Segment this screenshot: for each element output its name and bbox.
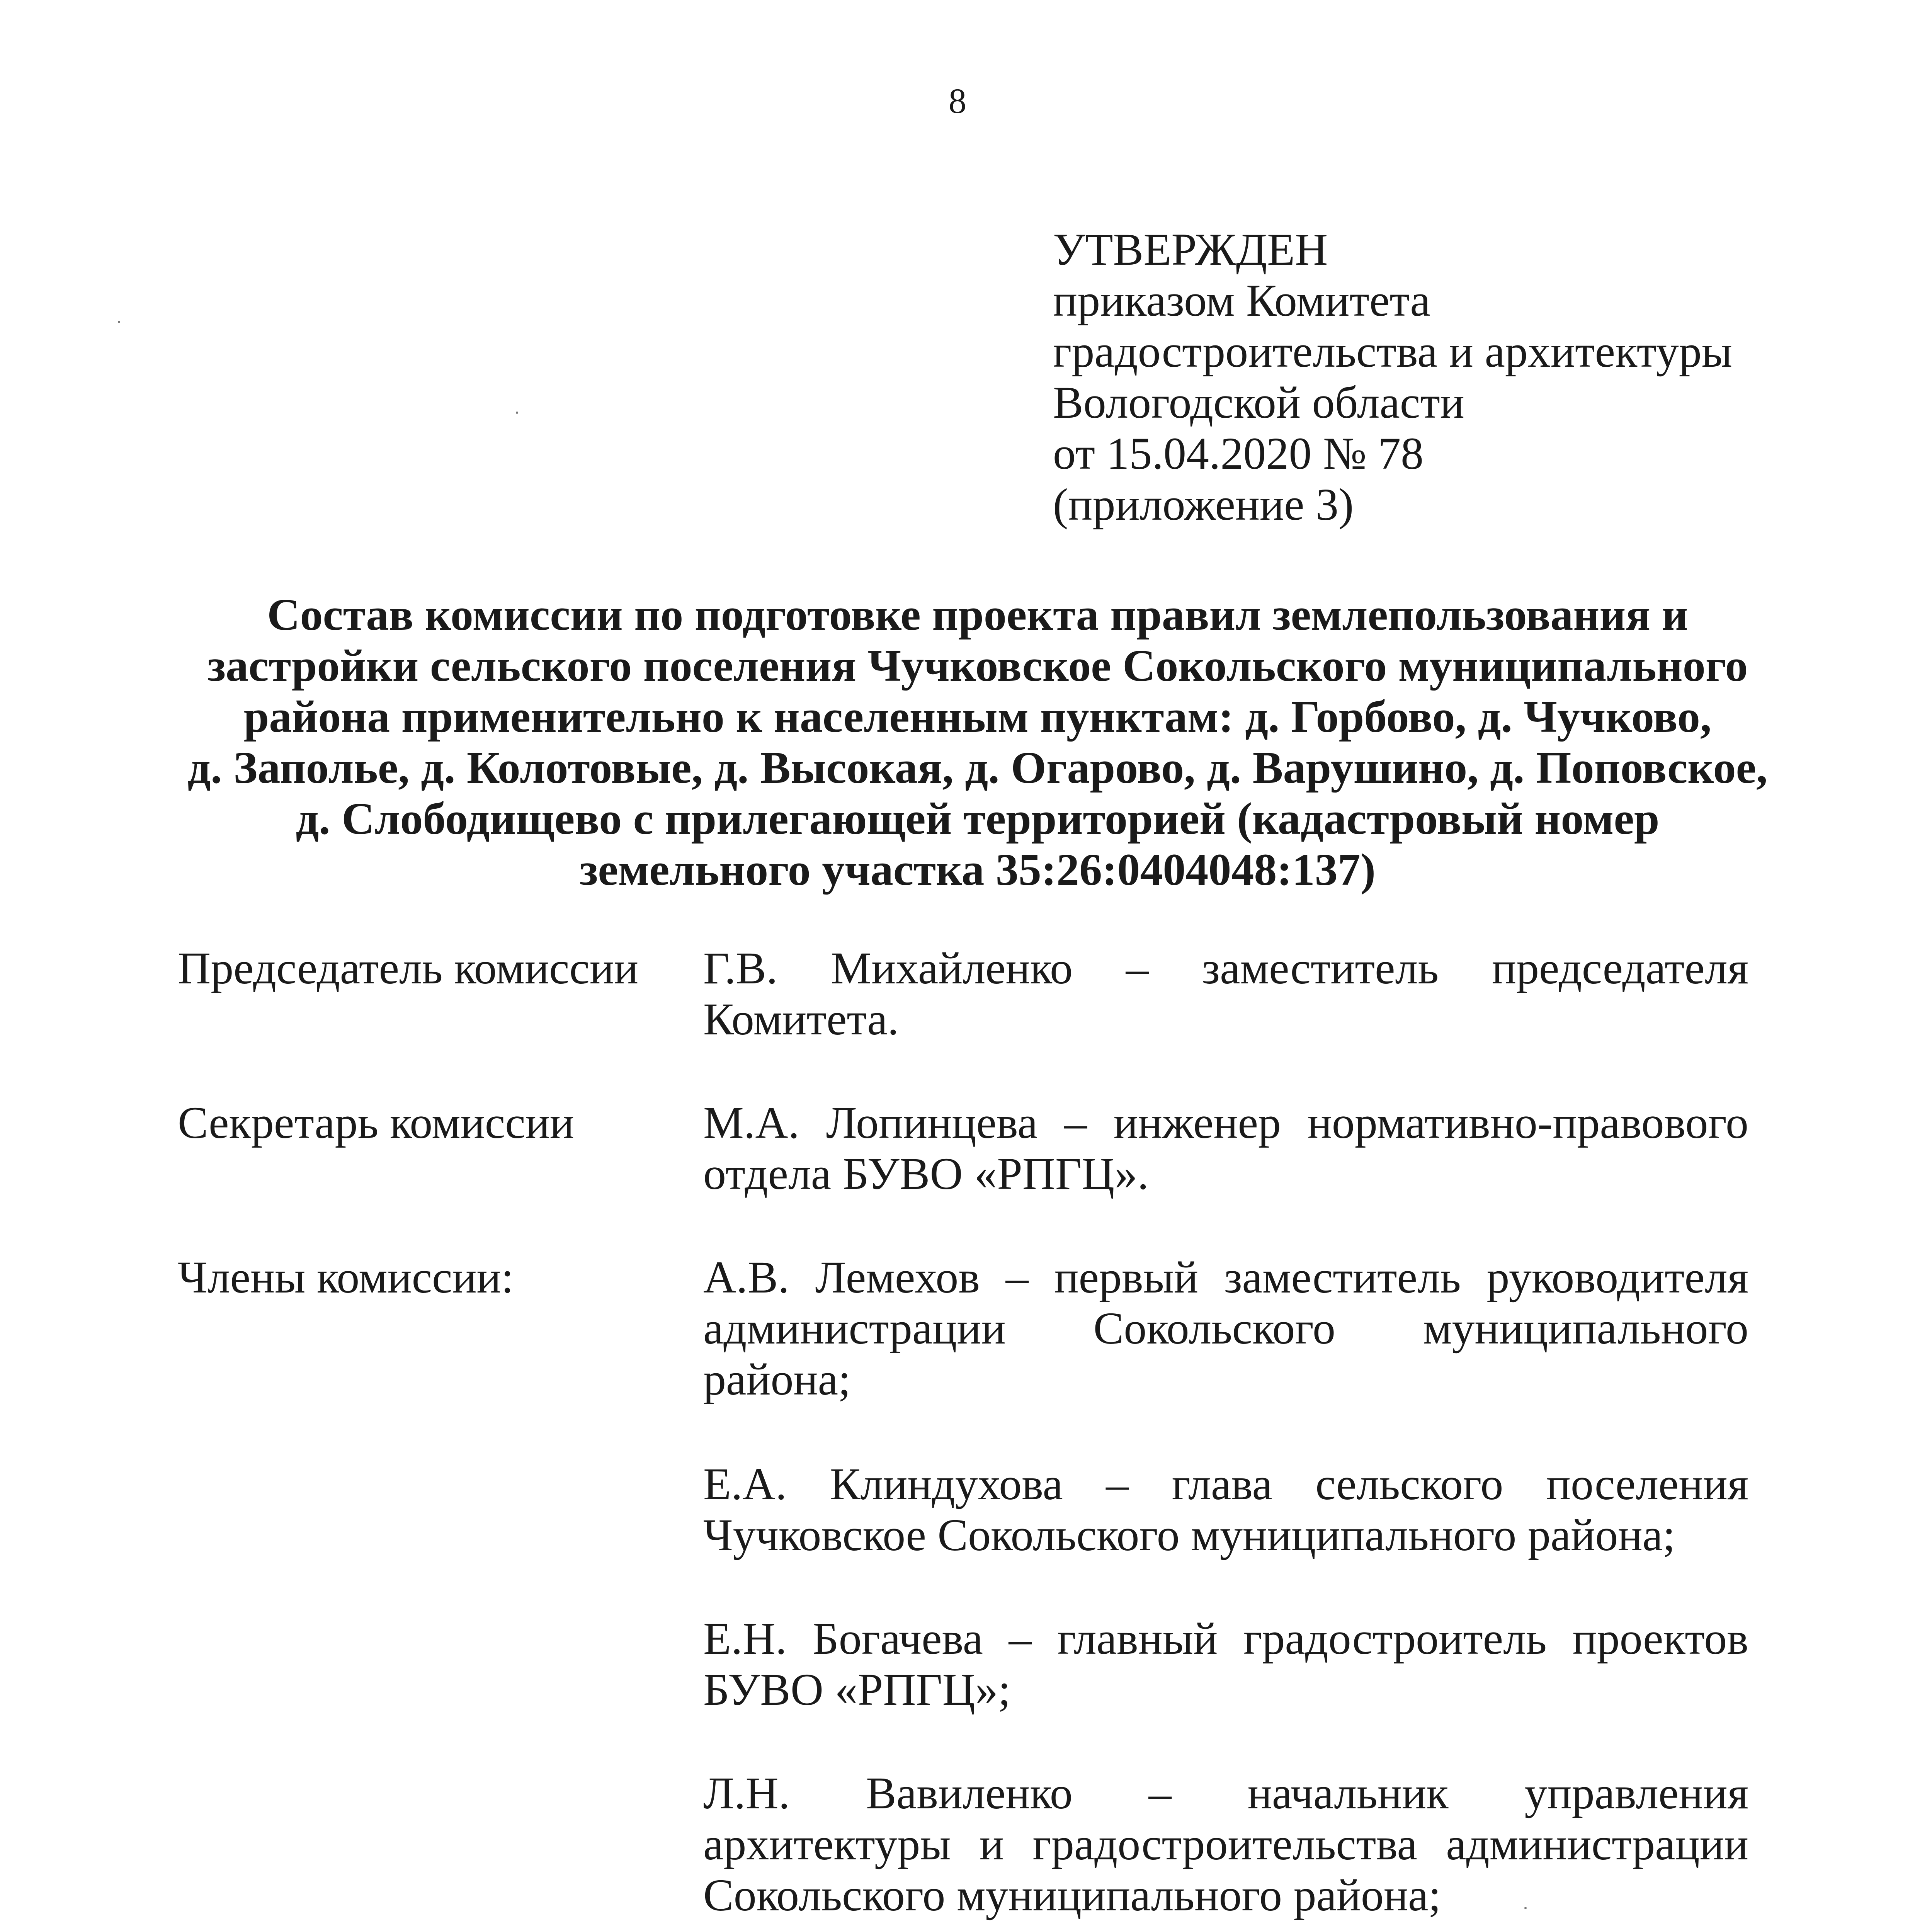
page-number: 8 <box>949 81 966 121</box>
scan-speck <box>118 321 120 323</box>
approval-appendix: (приложение 3) <box>1053 479 1354 530</box>
member-entry: Е.А. Клиндухова – глава сельского поселения Чучковское Сокольского муниципального района; <box>703 1459 1748 1560</box>
title-line: д. Заполье, д. Колотовые, д. Высокая, д. Огарово, д. Варушино, д. Поповское, <box>187 742 1768 793</box>
member-entry: Е.Н. Богачева – главный градостроитель проектов БУВО «РПГЦ»; <box>703 1613 1748 1715</box>
title-line: д. Слободищево с прилегающей территорией (кадастровый номер <box>296 793 1660 844</box>
approval-order-date: от 15.04.2020 № 78 <box>1053 428 1424 479</box>
scan-speck <box>516 412 518 414</box>
member-entry: Л.Н. Вавиленко – начальник управления архитектуры и градостроительства администрации Сокольского муниципального района; <box>703 1768 1748 1920</box>
title-line: района применительно к населенным пунктам: д. Горбово, д. Чучково, <box>243 691 1712 742</box>
title-line: застройки сельского поселения Чучковское Сокольского муниципального <box>207 640 1748 691</box>
approval-line: Вологодской области <box>1053 377 1464 428</box>
approval-stamp <box>1053 224 1864 530</box>
approval-line: приказом Комитета <box>1053 275 1430 326</box>
secretary-entry: М.А. Лопинцева – инженер нормативно-правового отдела БУВО «РПГЦ». <box>703 1097 1748 1199</box>
approval-line: градостроительства и архитектуры <box>1053 326 1733 377</box>
approval-heading: УТВЕРЖДЕН <box>1053 224 1328 275</box>
secretary-label: Секретарь комиссии <box>178 1097 574 1148</box>
title-line: Состав комиссии по подготовке проекта правил землепользования и <box>267 589 1688 640</box>
title-line: земельного участка 35:26:0404048:137) <box>579 844 1376 895</box>
member-entry: А.В. Лемехов – первый заместитель руководителя администрации Сокольского муниципального района; <box>703 1252 1748 1405</box>
chairman-label: Председатель комиссии <box>178 943 639 993</box>
document-title <box>162 589 1793 895</box>
scan-speck <box>1524 1907 1527 1909</box>
members-label: Члены комиссии: <box>178 1252 514 1303</box>
chairman-entry: Г.В. Михайленко – заместитель председателя Комитета. <box>703 943 1748 1044</box>
